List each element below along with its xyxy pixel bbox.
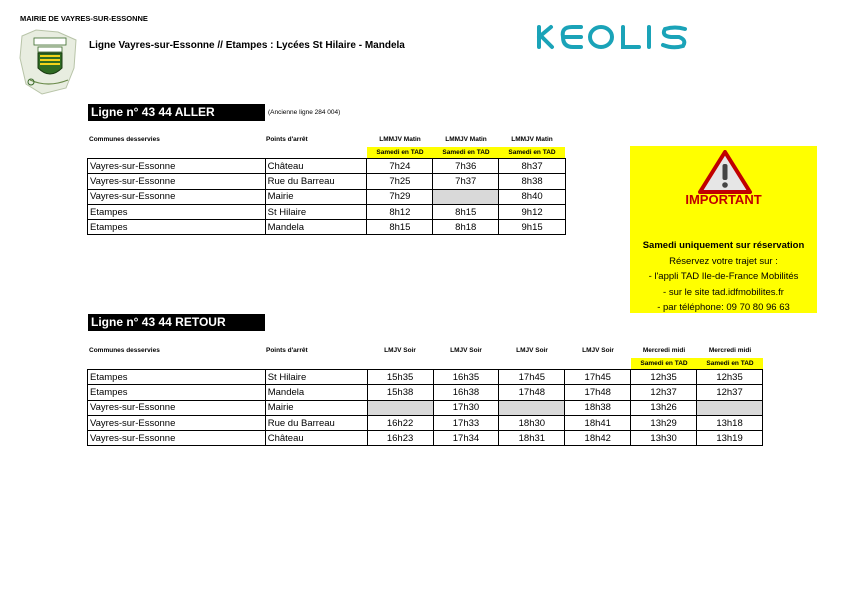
- point-cell: St Hilaire: [265, 204, 367, 219]
- time-cell: 17h45: [565, 370, 631, 385]
- retour-tad-badge: Samedi en TAD: [697, 358, 763, 369]
- aller-tad-badge: Samedi en TAD: [367, 147, 433, 158]
- mairie-label: MAIRIE DE VAYRES-SUR-ESSONNE: [20, 14, 148, 23]
- time-cell: 18h30: [499, 415, 565, 430]
- table-row: [88, 174, 566, 189]
- time-cell: 13h26: [631, 400, 697, 415]
- aller-tad-badge: Samedi en TAD: [499, 147, 565, 158]
- table-row: [88, 431, 763, 446]
- keolis-logo: [535, 24, 695, 58]
- important-title: IMPORTANT: [685, 192, 762, 207]
- commune-cell: Etampes: [88, 220, 266, 235]
- time-cell: 16h23: [367, 431, 433, 446]
- important-line: - sur le site tad.idfmobilites.fr: [663, 286, 784, 298]
- time-cell: 9h12: [499, 204, 566, 219]
- commune-cell: Etampes: [88, 204, 266, 219]
- time-cell: 16h38: [433, 385, 499, 400]
- warning-triangle-icon: [698, 150, 752, 194]
- retour-tad-badge: Samedi en TAD: [631, 358, 697, 369]
- time-cell: 17h48: [565, 385, 631, 400]
- time-cell: 15h38: [367, 385, 433, 400]
- time-cell: 13h19: [697, 431, 763, 446]
- time-cell: 12h37: [697, 385, 763, 400]
- table-row: [88, 385, 763, 400]
- important-line: Samedi uniquement sur réservation: [642, 240, 805, 251]
- time-cell: 8h12: [367, 204, 433, 219]
- point-cell: Mairie: [265, 189, 367, 204]
- time-cell: 7h29: [367, 189, 433, 204]
- time-cell: 17h45: [499, 370, 565, 385]
- time-cell: 9h15: [499, 220, 566, 235]
- retour-time-header: Mercredi midi: [642, 347, 686, 354]
- aller-timetable: [87, 158, 566, 235]
- retour-time-header: LMJV Soir: [516, 347, 548, 354]
- retour-time-header: LMJV Soir: [384, 347, 416, 354]
- commune-cell: Vayres-sur-Essonne: [88, 174, 266, 189]
- retour-banner: Ligne n° 43 44 RETOUR: [88, 314, 265, 331]
- time-cell: 12h37: [631, 385, 697, 400]
- table-row: [88, 189, 566, 204]
- time-cell: 17h48: [499, 385, 565, 400]
- point-cell: Mandela: [265, 385, 367, 400]
- time-cell: 17h34: [433, 431, 499, 446]
- point-cell: Rue du Barreau: [265, 174, 367, 189]
- table-row: [88, 400, 763, 415]
- point-cell: St Hilaire: [265, 370, 367, 385]
- time-cell: 13h30: [631, 431, 697, 446]
- aller-col-communes: Communes desservies: [89, 136, 160, 143]
- empty-time-cell: [367, 400, 433, 415]
- important-notice: [630, 146, 817, 313]
- table-row: [88, 415, 763, 430]
- point-cell: Rue du Barreau: [265, 415, 367, 430]
- time-cell: 8h15: [367, 220, 433, 235]
- commune-cell: Vayres-sur-Essonne: [88, 159, 266, 174]
- time-cell: 12h35: [697, 370, 763, 385]
- point-cell: Château: [265, 431, 367, 446]
- retour-col-points: Points d'arrêt: [266, 347, 308, 354]
- table-row: [88, 204, 566, 219]
- time-cell: 8h38: [499, 174, 566, 189]
- retour-time-header: LMJV Soir: [450, 347, 482, 354]
- retour-timetable: [87, 369, 763, 446]
- ligne-title: Ligne Vayres-sur-Essonne // Etampes : Lycées St Hilaire - Mandela: [89, 40, 405, 51]
- time-cell: 18h31: [499, 431, 565, 446]
- time-cell: 18h41: [565, 415, 631, 430]
- time-cell: 7h25: [367, 174, 433, 189]
- aller-tad-badge: Samedi en TAD: [433, 147, 499, 158]
- commune-cell: Etampes: [88, 385, 266, 400]
- important-line: - par téléphone: 09 70 80 96 63: [657, 302, 790, 313]
- point-cell: Mandela: [265, 220, 367, 235]
- time-cell: 18h38: [565, 400, 631, 415]
- time-cell: 17h30: [433, 400, 499, 415]
- time-cell: 18h42: [565, 431, 631, 446]
- time-cell: 12h35: [631, 370, 697, 385]
- commune-cell: Vayres-sur-Essonne: [88, 189, 266, 204]
- time-cell: 16h22: [367, 415, 433, 430]
- empty-time-cell: [433, 189, 499, 204]
- time-cell: 13h18: [697, 415, 763, 430]
- commune-cell: Etampes: [88, 370, 266, 385]
- aller-time-header: LMMJV Matin: [379, 136, 421, 143]
- time-cell: 8h15: [433, 204, 499, 219]
- aller-col-points: Points d'arrêt: [266, 136, 308, 143]
- time-cell: 7h37: [433, 174, 499, 189]
- point-cell: Château: [265, 159, 367, 174]
- time-cell: 15h35: [367, 370, 433, 385]
- vayres-coat-of-arms-logo: [18, 28, 80, 98]
- time-cell: 8h37: [499, 159, 566, 174]
- commune-cell: Vayres-sur-Essonne: [88, 415, 266, 430]
- time-cell: 7h24: [367, 159, 433, 174]
- retour-col-communes: Communes desservies: [89, 347, 160, 354]
- time-cell: 16h35: [433, 370, 499, 385]
- time-cell: 13h29: [631, 415, 697, 430]
- ancienne-ligne-note: (Ancienne ligne 284 004): [268, 109, 341, 116]
- retour-time-header: Mercredi midi: [708, 347, 752, 354]
- point-cell: Mairie: [265, 400, 367, 415]
- table-row: [88, 159, 566, 174]
- time-cell: 8h40: [499, 189, 566, 204]
- aller-banner: Ligne n° 43 44 ALLER: [88, 104, 265, 121]
- aller-time-header: LMMJV Matin: [511, 136, 553, 143]
- empty-time-cell: [697, 400, 763, 415]
- empty-time-cell: [499, 400, 565, 415]
- commune-cell: Vayres-sur-Essonne: [88, 400, 266, 415]
- table-row: [88, 370, 763, 385]
- time-cell: 17h33: [433, 415, 499, 430]
- table-row: [88, 220, 566, 235]
- important-line: Réservez votre trajet sur :: [669, 255, 778, 267]
- important-line: - l'appli TAD Ile-de-France Mobilités: [648, 271, 799, 282]
- commune-cell: Vayres-sur-Essonne: [88, 431, 266, 446]
- aller-time-header: LMMJV Matin: [445, 136, 487, 143]
- retour-time-header: LMJV Soir: [582, 347, 614, 354]
- time-cell: 8h18: [433, 220, 499, 235]
- time-cell: 7h36: [433, 159, 499, 174]
